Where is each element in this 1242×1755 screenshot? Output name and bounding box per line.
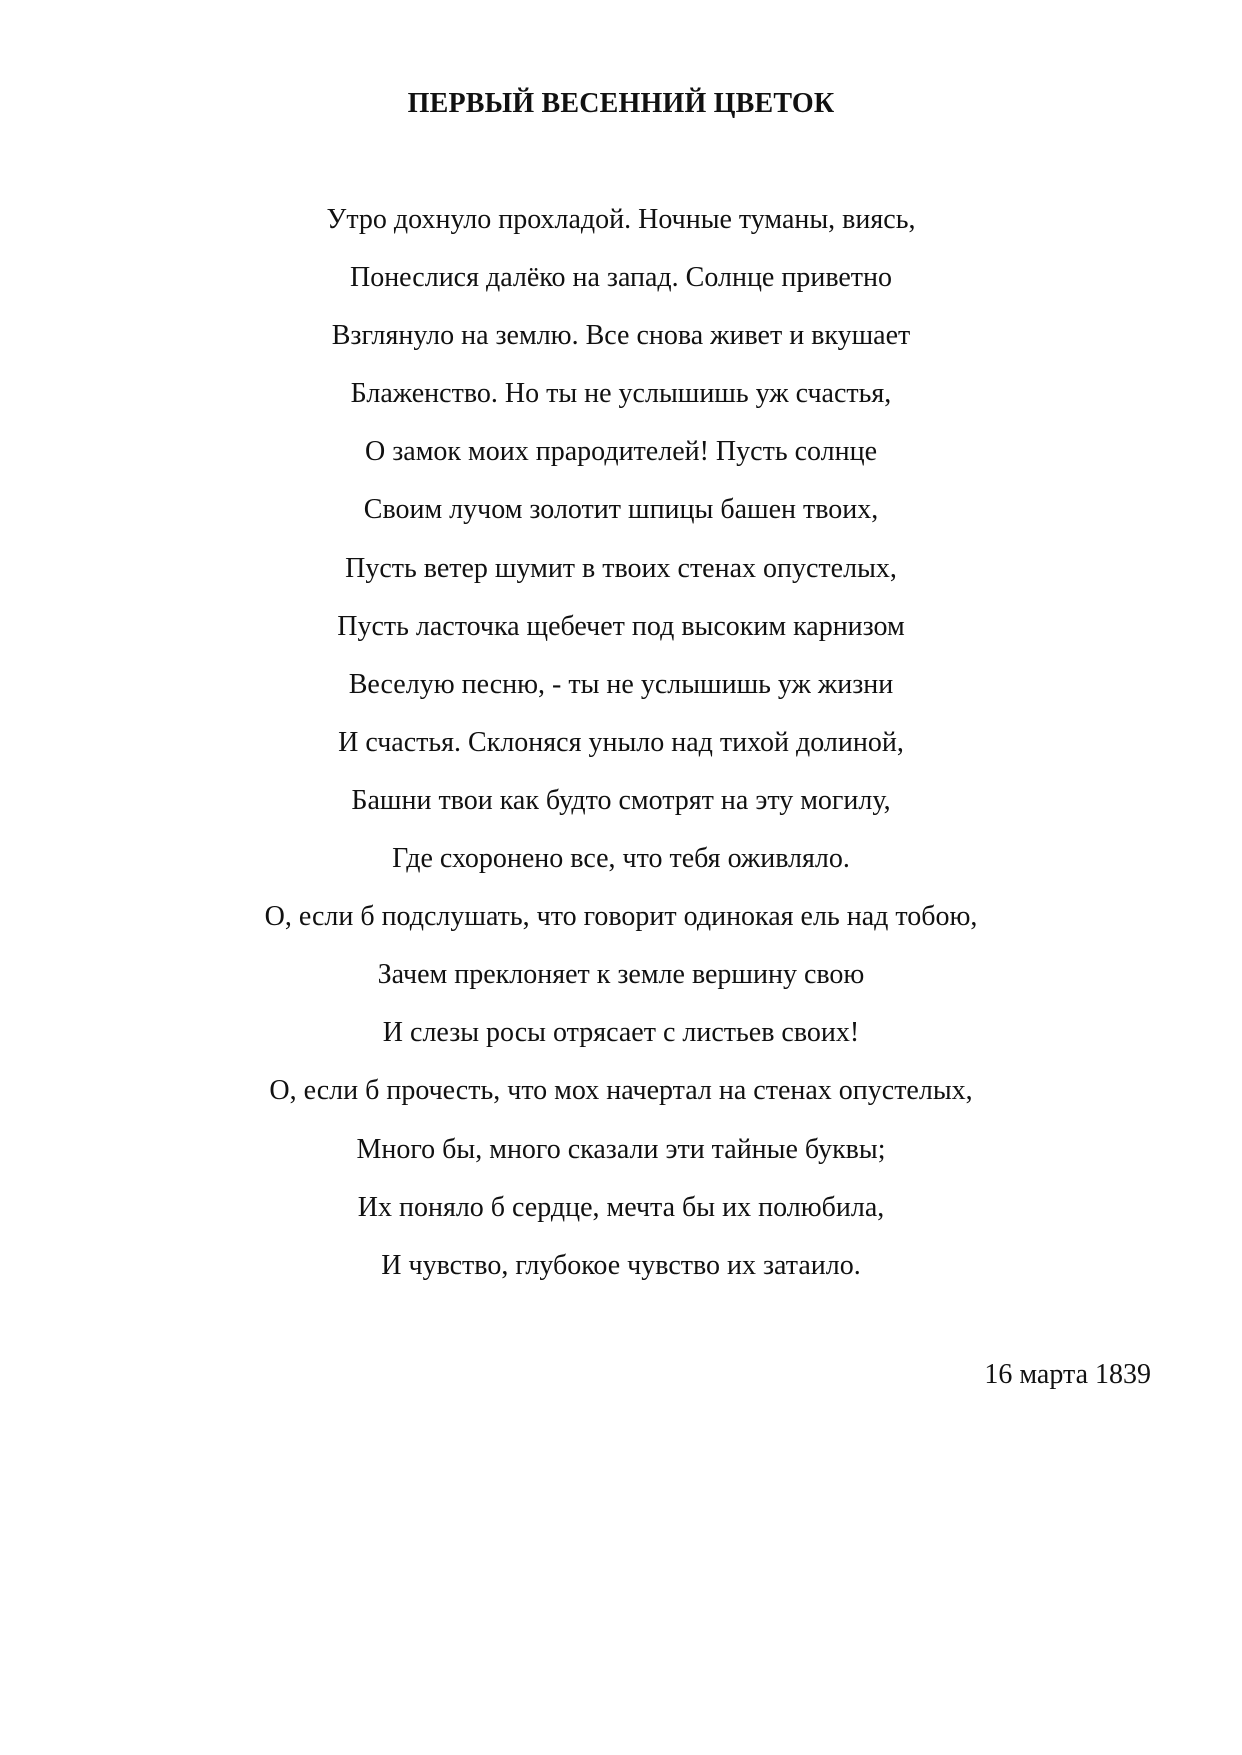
poem-line: Пусть ветер шумит в твоих стенах опустелых, [345, 552, 897, 584]
poem-line: Башни твои как будто смотрят на эту могилу, [351, 784, 891, 816]
poem-line: Много бы, много сказали эти тайные буквы; [356, 1133, 886, 1165]
poem-line: Веселую песню, - ты не услышишь уж жизни [348, 668, 894, 700]
poem-line: О, если б прочесть, что мох начертал на стенах опустелых, [269, 1075, 973, 1107]
poem-line: Зачем преклоняет к земле вершину свою [377, 959, 865, 991]
poem-date: 16 марта 1839 [984, 1359, 1151, 1390]
poem-line: Взглянуло на землю. Все снова живет и вкушает [331, 320, 911, 352]
poem-line: О, если б подслушать, что говорит одинокая ель над тобою, [264, 901, 978, 933]
poem-line: Блаженство. Но ты не услышишь уж счастья, [350, 378, 892, 410]
poem-line: Своим лучом золотит шпицы башен твоих, [363, 494, 879, 526]
poem-line: Утро дохнуло прохладой. Ночные туманы, виясь, [326, 204, 916, 235]
poem-line: О замок моих прародителей! Пусть солнце [364, 436, 878, 468]
poem-line: Где схоронено все, что тебя оживляло. [392, 843, 850, 875]
poem-title: ПЕРВЫЙ ВЕСЕННИЙ ЦВЕТОК [407, 88, 835, 119]
poem-line: Пусть ласточка щебечет под высоким карнизом [337, 610, 905, 642]
poem-body [0, 200, 1242, 1304]
poem-line: И слезы росы отрясает с листьев своих! [382, 1017, 860, 1049]
poem-line: Понеслися далёко на запад. Солнце приветно [349, 262, 893, 294]
poem-line: И счастья. Склоняся уныло над тихой долиной, [338, 726, 904, 758]
poem-line: Их поняло б сердце, мечта бы их полюбила, [357, 1191, 885, 1223]
poem-line: И чувство, глубокое чувство их затаило. [381, 1249, 861, 1281]
